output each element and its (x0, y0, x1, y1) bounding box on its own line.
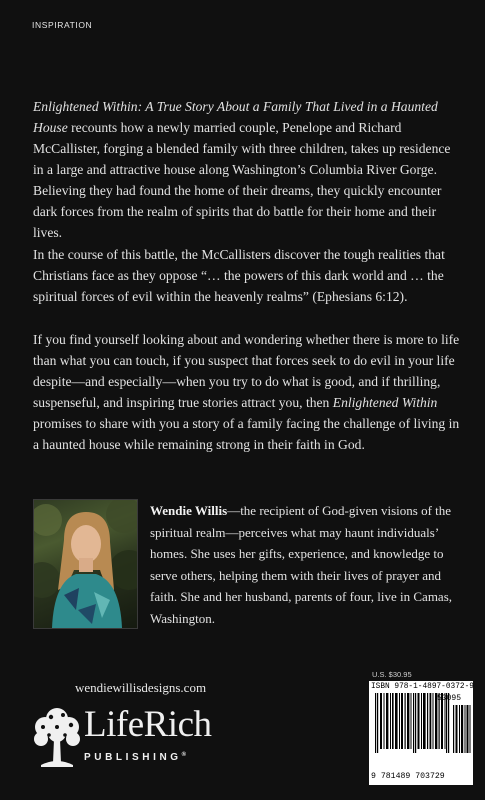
description-text-1: recounts how a newly married couple, Penelope and Richard McCallister, forging a blended family with three children, takes up residence in a large and attractive house along Washington’s Columbia River Gorge. Believing they had found the home of their dreams, they quickly encounter dark forces from the realm of spirits that do battle for their home and their lives. (33, 120, 451, 240)
author-bio-text: —the recipient of God-given visions of the spiritual realm—perceives what may haunt individuals’ homes. She uses her gifts, experience, and knowledge to serve others, helping them with their lives of prayer and faith. She and her husband, parents of four, live in Camas, Washington. (150, 503, 453, 626)
book-title-inline: Enlightened Within (332, 395, 438, 410)
publisher-sub-text: PUBLISHING (84, 752, 182, 763)
ean-number: 9 781489 703729 (371, 772, 445, 781)
trademark-mark: ® (181, 752, 187, 758)
publisher-logo-text: LifeRich (84, 704, 212, 745)
description-text-3a: If you find yourself looking about and wondering whether there is more to life than what you can touch, if you suspect that forces seek to do evil in your life despite—and especially—when you try to do what is good, and if thrilling, suspenseful, and inspiring true stories attract you, then (33, 332, 460, 410)
price-code: 53095 (437, 694, 462, 703)
publisher-logo-sub (84, 752, 186, 763)
genre-label: INSPIRATION (32, 20, 93, 30)
description-text-3b: promises to share with you a story of a family facing the challenge of living in a haunted house while remaining strong in their faith in God. (33, 416, 460, 452)
author-photo (33, 499, 138, 629)
author-name: Wendie Willis (150, 503, 228, 518)
tree-logo-icon (33, 705, 81, 776)
author-website: wendiewillisdesigns.com (75, 680, 207, 695)
isbn-number: ISBN 978-1-4897-0372-9 (371, 683, 474, 691)
description-paragraph-3 (33, 329, 463, 455)
book-title-italic: Enlightened Within: A True Story About a Family That Lived in a Haunted House (33, 99, 438, 135)
description-paragraph-2: In the course of this battle, the McCallisters discover the tough realities that Christians face as they oppose “… the powers of this dark world and … the spiritual forces of evil within the heavenly realms” (Ephesians 6:12). (33, 247, 445, 304)
price-label: U.S. $30.95 (372, 670, 412, 679)
description-paragraph-1 (33, 96, 463, 243)
author-bio (150, 500, 460, 630)
